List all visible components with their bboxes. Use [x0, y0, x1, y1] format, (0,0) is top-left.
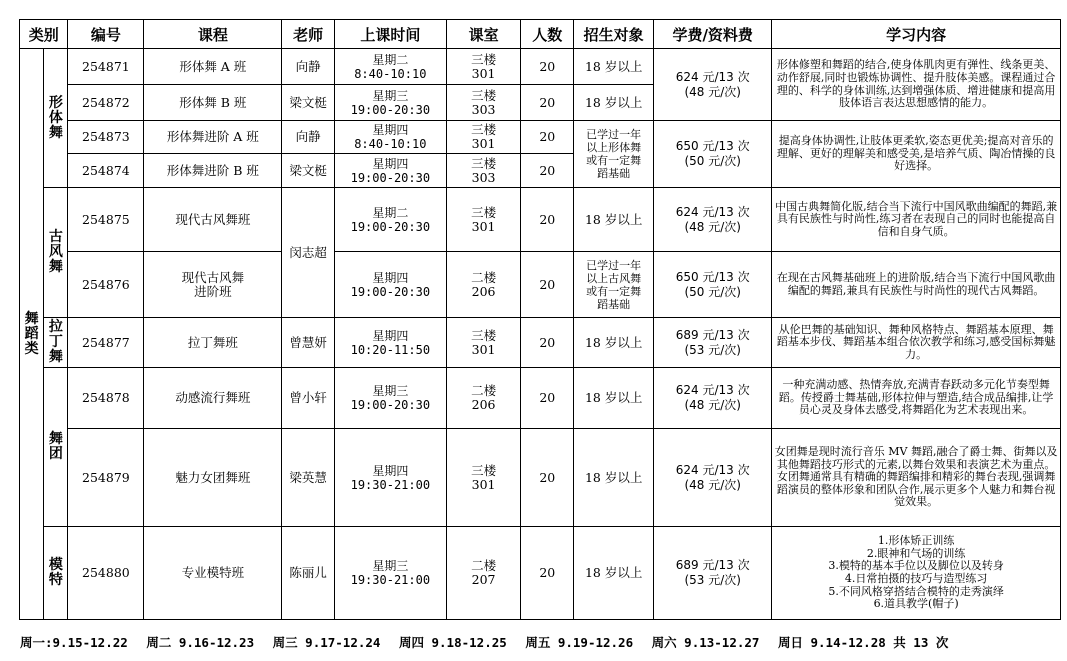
teacher-cell: 曾小轩: [282, 368, 335, 429]
target-cell: 18 岁以上: [574, 318, 654, 368]
room-cell: 二楼 206: [446, 252, 521, 318]
header-room: 课室: [446, 20, 521, 49]
code-cell: 254880: [68, 527, 144, 620]
footer-thursday: 周四 9.18-12.25: [398, 635, 507, 650]
target-cell: 已学过一年 以上形体舞 或有一定舞 蹈基础: [574, 121, 654, 188]
code-cell: 254874: [68, 154, 144, 188]
room-cell: 三楼 301: [446, 49, 521, 85]
footer-saturday: 周六 9.13-12.27: [651, 635, 760, 650]
table-row: [20, 527, 1061, 620]
count-cell: 20: [521, 154, 574, 188]
fee-cell: 650 元/13 次 (50 元/次): [654, 121, 772, 188]
room-cell: 三楼 301: [446, 188, 521, 252]
target-cell: 18 岁以上: [574, 188, 654, 252]
time-cell: 星期三 19:30-21:00: [335, 527, 447, 620]
time-cell: 星期四 19:00-20:30: [335, 154, 447, 188]
table-row: [20, 188, 1061, 252]
group-cell-mote: 模特: [44, 527, 68, 620]
time-cell: 星期四 19:00-20:30: [335, 252, 447, 318]
footer-tuesday: 周二 9.16-12.23: [146, 635, 255, 650]
header-teacher: 老师: [282, 20, 335, 49]
count-cell: 20: [521, 252, 574, 318]
footer-sunday: 周日 9.14-12.28 共 13 次: [777, 635, 949, 650]
code-cell: 254875: [68, 188, 144, 252]
room-cell: 三楼 301: [446, 429, 521, 527]
header-count: 人数: [521, 20, 574, 49]
category-label: 舞蹈类: [24, 310, 39, 357]
course-cell: 动感流行舞班: [144, 368, 282, 429]
target-cell: 18 岁以上: [574, 368, 654, 429]
time-cell: 星期三 19:00-20:30: [335, 85, 447, 121]
course-cell: 形体舞进阶 B 班: [144, 154, 282, 188]
teacher-cell: 闵志超: [282, 188, 335, 318]
code-cell: 254877: [68, 318, 144, 368]
category-cell: [20, 49, 44, 620]
fee-cell: 689 元/13 次 (53 元/次): [654, 318, 772, 368]
count-cell: 20: [521, 429, 574, 527]
teacher-cell: 梁英慧: [282, 429, 335, 527]
content-cell: 形体修塑和舞蹈的结合,使身体肌肉更有弹性、线条更美、动作舒展,同时也锻炼协调性、提升肢体美感。课程通过合理的、科学的身体训练,达到增强体质、增进健康和提高用肢体语言表达思想感情的能力。: [772, 49, 1061, 121]
room-cell: 三楼 303: [446, 154, 521, 188]
header-fee: 学费/资料费: [654, 20, 772, 49]
content-cell: 提高身体协调性,让肢体更柔软,姿态更优美;提高对音乐的理解、更好的理解美和感受美,是培养气质、陶冶情操的良好选择。: [772, 121, 1061, 188]
teacher-cell: 梁文梃: [282, 85, 335, 121]
schedule-footer: [20, 633, 959, 651]
teacher-cell: 向静: [282, 49, 335, 85]
content-cell: 在现在古风舞基础班上的进阶版,结合当下流行中国风歌曲编配的舞蹈,兼具有民族性与时尚性的现代古风舞蹈。: [772, 252, 1061, 318]
group-cell-lading: 拉丁舞: [44, 318, 68, 368]
fee-cell: 624 元/13 次 (48 元/次): [654, 429, 772, 527]
teacher-cell: 梁文梃: [282, 154, 335, 188]
header-course: 课程: [144, 20, 282, 49]
fee-cell: 689 元/13 次 (53 元/次): [654, 527, 772, 620]
content-cell: 中国古典舞简化版,结合当下流行中国风歌曲编配的舞蹈,兼具有民族性与时尚性,练习者在表现自己的同时也能提高自信和自身气质。: [772, 188, 1061, 252]
time-cell: 星期四 10:20-11:50: [335, 318, 447, 368]
room-cell: 三楼 303: [446, 85, 521, 121]
header-target: 招生对象: [574, 20, 654, 49]
room-cell: 三楼 301: [446, 318, 521, 368]
course-cell: 现代古风舞 进阶班: [144, 252, 282, 318]
count-cell: 20: [521, 188, 574, 252]
header-code: 编号: [68, 20, 144, 49]
content-cell: 1.形体矫正训练 2.眼神和气场的训练 3.模特的基本手位以及脚位以及转身 4.日常拍摄的技巧与造型练习 5.不同风格穿搭结合模特的走秀演绎 6.道具教学(帽子): [772, 527, 1061, 620]
course-cell: 形体舞 B 班: [144, 85, 282, 121]
teacher-cell: 陈丽儿: [282, 527, 335, 620]
footer-monday: 周一:9.15-12.22: [20, 635, 128, 650]
code-cell: 254873: [68, 121, 144, 154]
fee-cell: 624 元/13 次 (48 元/次): [654, 49, 772, 121]
time-cell: 星期四 19:30-21:00: [335, 429, 447, 527]
target-cell: 已学过一年 以上古风舞 或有一定舞 蹈基础: [574, 252, 654, 318]
time-cell: 星期四 8:40-10:10: [335, 121, 447, 154]
group-cell-gufeng: 古风舞: [44, 188, 68, 318]
table-row: [20, 49, 1061, 85]
code-cell: 254876: [68, 252, 144, 318]
table-row: [20, 318, 1061, 368]
code-cell: 254879: [68, 429, 144, 527]
room-cell: 二楼 207: [446, 527, 521, 620]
course-cell: 形体舞进阶 A 班: [144, 121, 282, 154]
count-cell: 20: [521, 85, 574, 121]
count-cell: 20: [521, 121, 574, 154]
count-cell: 20: [521, 527, 574, 620]
target-cell: 18 岁以上: [574, 429, 654, 527]
content-cell: 从伦巴舞的基础知识、舞种风格特点、舞蹈基本原理、舞蹈基本步伐、舞蹈基本组合依次教学和练习,感受国标舞魅力。: [772, 318, 1061, 368]
group-cell-wutuan: 舞团: [44, 368, 68, 527]
course-cell: 现代古风舞班: [144, 188, 282, 252]
table-row: [20, 429, 1061, 527]
table-row: [20, 121, 1061, 154]
table-row: [20, 368, 1061, 429]
table-row: [20, 252, 1061, 318]
fee-cell: 624 元/13 次 (48 元/次): [654, 368, 772, 429]
target-cell: 18 岁以上: [574, 85, 654, 121]
time-cell: 星期二 8:40-10:10: [335, 49, 447, 85]
course-cell: 形体舞 A 班: [144, 49, 282, 85]
content-cell: 一种充满动感、热情奔放,充满青春跃动多元化节奏型舞蹈。传授爵士舞基础,形体拉伸与塑造,结合成品编排,让学员心灵及身体去感受,将舞蹈化为艺术表现出来。: [772, 368, 1061, 429]
table-header-row: [20, 20, 1061, 49]
time-cell: 星期二 19:00-20:30: [335, 188, 447, 252]
course-cell: 专业模特班: [144, 527, 282, 620]
fee-cell: 624 元/13 次 (48 元/次): [654, 188, 772, 252]
course-cell: 拉丁舞班: [144, 318, 282, 368]
code-cell: 254872: [68, 85, 144, 121]
header-time: 上课时间: [335, 20, 447, 49]
content-cell: 女团舞是现时流行音乐 MV 舞蹈,融合了爵士舞、街舞以及其他舞蹈技巧形式的元素,以舞台效果和表演艺术为重点。女团舞通常具有精确的舞蹈编排和精彩的舞台表现,强调舞蹈演员的整体形象和团队合作,展示更多个人魅力和舞台视觉效果。: [772, 429, 1061, 527]
teacher-cell: 向静: [282, 121, 335, 154]
time-cell: 星期三 19:00-20:30: [335, 368, 447, 429]
room-cell: 三楼 301: [446, 121, 521, 154]
target-cell: 18 岁以上: [574, 527, 654, 620]
count-cell: 20: [521, 368, 574, 429]
teacher-cell: 曾慧妍: [282, 318, 335, 368]
code-cell: 254878: [68, 368, 144, 429]
code-cell: 254871: [68, 49, 144, 85]
header-category: 类别: [20, 20, 68, 49]
course-table: [19, 19, 1061, 620]
header-content: 学习内容: [772, 20, 1061, 49]
room-cell: 二楼 206: [446, 368, 521, 429]
target-cell: 18 岁以上: [574, 49, 654, 85]
footer-wednesday: 周三 9.17-12.24: [272, 635, 381, 650]
course-cell: 魅力女团舞班: [144, 429, 282, 527]
count-cell: 20: [521, 49, 574, 85]
count-cell: 20: [521, 318, 574, 368]
footer-friday: 周五 9.19-12.26: [525, 635, 634, 650]
fee-cell: 650 元/13 次 (50 元/次): [654, 252, 772, 318]
group-cell-xingti: 形体舞: [44, 49, 68, 188]
